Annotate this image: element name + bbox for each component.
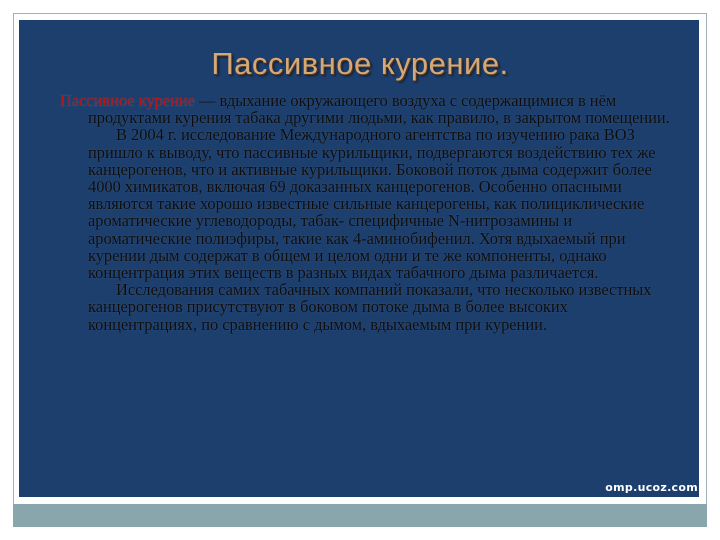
tobacco-companies-paragraph: Исследования самих табачных компаний показали, что несколько известных канцерогенов присутствуют в боковом потоке дыма в более высоких концентрациях, по сравнению с дымом, вдыхаемым при курении. (88, 280, 652, 334)
slide-title: Пассивное курение. (211, 46, 509, 81)
slide-body (60, 92, 672, 333)
definition-term: Пассивное курение (60, 91, 195, 110)
research-paragraph: В 2004 г. исследование Международного агентства по изучению рака ВОЗ пришло к выводу, что пассивные курильщики, подвергаются воздействию тех же канцерогенов, что и активные курильщики. Боковой поток дыма содержит более 4000 химикатов, включая 69 доказанных канцерогенов. Особенно опасными являются такие хорошо известные сильные канцерогены, как полициклические ароматические углеводороды, табак- специфичные N-нитрозамины и ароматические полиэфиры, такие как 4-аминобифенил. Хотя вдыхаемый при курении дым содержат в общем и целом одни и те же компоненты, однако концентрация этих веществ в разных видах табачного дыма различается. (88, 125, 656, 283)
bottom-bar (13, 504, 707, 527)
definition-paragraph (60, 92, 672, 126)
definition-text: — вдыхание окружающего воздуха с содержащимися в нём продуктами курения табака другими людьми, как правило, в закрытом помещении. (88, 91, 670, 128)
site-watermark: omp.ucoz.com (605, 481, 698, 494)
